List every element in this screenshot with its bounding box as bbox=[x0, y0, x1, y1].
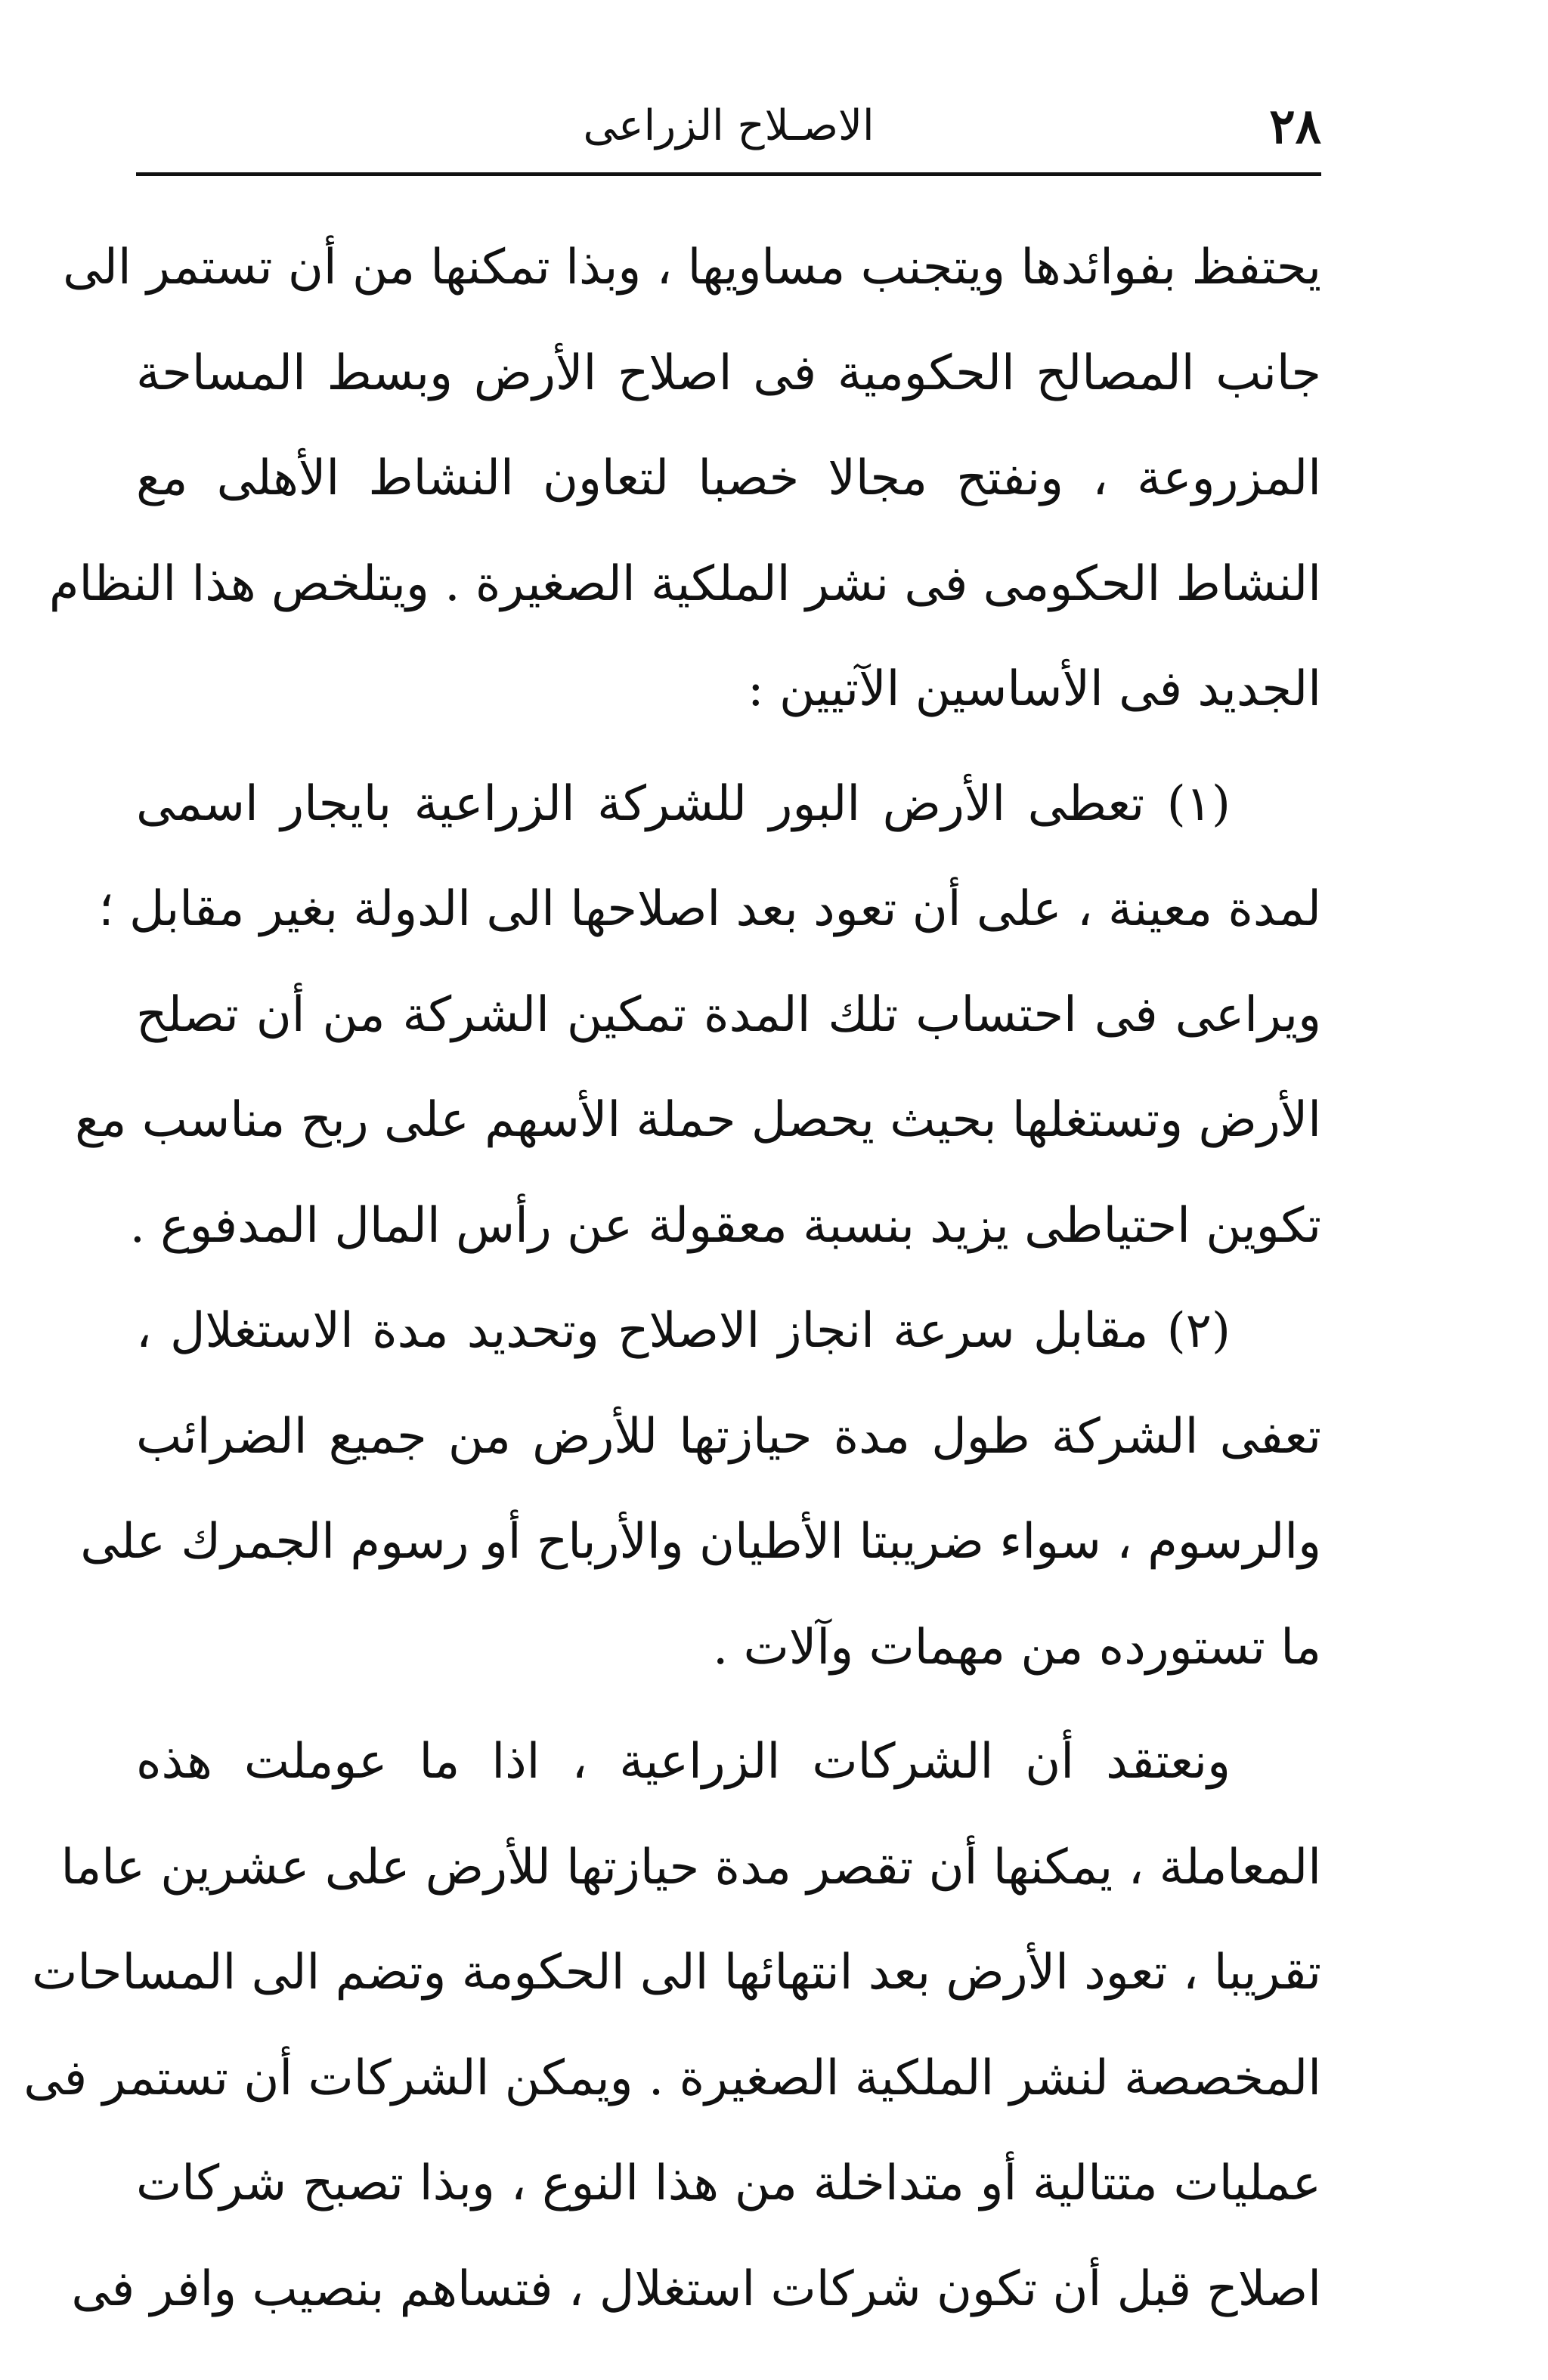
text-line: عمليات متتالية أو متداخلة من هذا النوع ، وبذا تصبح شركات bbox=[136, 2156, 1321, 2211]
paragraph-point-1 bbox=[75, 752, 1321, 1280]
text-line: يحتفظ بفوائدها ويتجنب مساويها ، وبذا تمكنها من أن تستمر الى bbox=[63, 240, 1321, 296]
body-text bbox=[23, 215, 1321, 2342]
text-line: ونعتقد أن الشركات الزراعية ، اذا ما عوملت هذه bbox=[136, 1734, 1231, 1790]
paragraph-intro bbox=[48, 215, 1321, 743]
text-line: والرسوم ، سواء ضريبتا الأطيان والأرباح أو رسوم الجمرك على bbox=[80, 1514, 1321, 1570]
text-line: تعفى الشركة طول مدة حيازتها للأرض من جميع الضرائب bbox=[136, 1408, 1321, 1465]
text-line: اصلاح قبل أن تكون شركات استغلال ، فتساهم بنصيب وافر فى bbox=[71, 2261, 1321, 2317]
running-title: الاصـلاح الزراعى bbox=[583, 101, 875, 150]
text-line: ما تستورده من مهمات وآلات . bbox=[712, 1619, 1321, 1676]
text-line: جانب المصالح الحكومية فى اصلاح الأرض وبسط المساحة bbox=[136, 345, 1321, 401]
paragraph-point-2 bbox=[80, 1279, 1321, 1701]
text-line: المزروعة ، ونفتح مجالا خصبا لتعاون النشاط الأهلى مع bbox=[136, 450, 1321, 506]
text-line: ويراعى فى احتساب تلك المدة تمكين الشركة من أن تصلح bbox=[136, 986, 1321, 1043]
text-line: تكوين احتياطى يزيد بنسبة معقولة عن رأس المال المدفوع . bbox=[129, 1197, 1321, 1254]
page-header bbox=[136, 91, 1321, 166]
text-line: النشاط الحكومى فى نشر الملكية الصغيرة . ويتلخص هذا النظام bbox=[48, 556, 1321, 612]
text-line: تقريبا ، تعود الأرض بعد انتهائها الى الحكومة وتضم الى المساحات bbox=[32, 1945, 1321, 2001]
paragraph-conclusion bbox=[23, 1710, 1321, 2342]
header-rule bbox=[136, 172, 1321, 176]
text-line: (٢) مقابل سرعة انجاز الاصلاح وتحديد مدة الاستغلال ، bbox=[136, 1303, 1231, 1359]
text-line: المعاملة ، يمكنها أن تقصر مدة حيازتها للأرض على عشرين عاما bbox=[60, 1839, 1321, 1896]
text-line: (١) تعطى الأرض البور للشركة الزراعية بايجار اسمى bbox=[136, 775, 1231, 832]
text-line: لمدة معينة ، على أن تعود بعد اصلاحها الى الدولة بغير مقابل ؛ bbox=[98, 881, 1321, 937]
text-line: الجديد فى الأساسين الآتيين : bbox=[748, 661, 1321, 717]
text-line: المخصصة لنشر الملكية الصغيرة . ويمكن الشركات أن تستمر فى bbox=[23, 2050, 1321, 2106]
page-number: ٢٨ bbox=[1269, 98, 1321, 155]
text-line: الأرض وتستغلها بحيث يحصل حملة الأسهم على ربح مناسب مع bbox=[75, 1092, 1321, 1148]
